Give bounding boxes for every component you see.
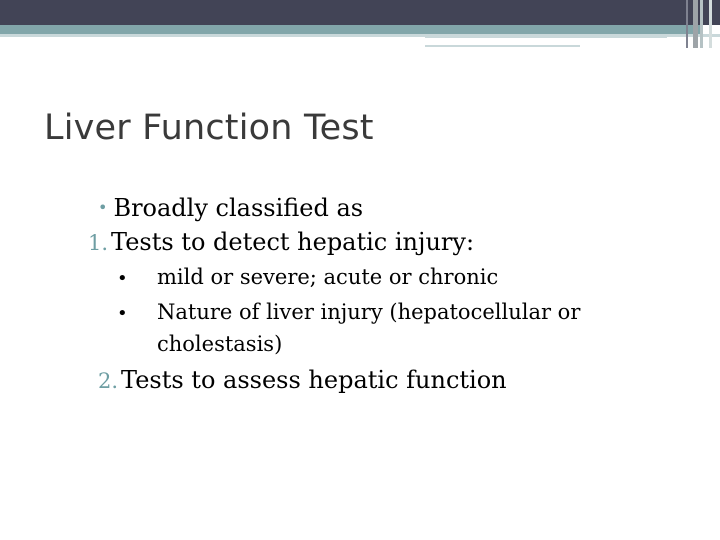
numbered-text: Tests to assess hepatic function bbox=[121, 366, 507, 394]
numbered-text: Tests to detect hepatic injury: bbox=[111, 228, 475, 256]
sub-bullet-text-continued: cholestasis) bbox=[157, 332, 283, 356]
header-thin-line bbox=[425, 37, 667, 38]
header-right-stripe bbox=[686, 0, 688, 48]
header-accent-stripe bbox=[0, 25, 700, 34]
sub-bullet-marker: • bbox=[117, 268, 128, 289]
bullet-item bbox=[98, 194, 363, 222]
numbered-item bbox=[88, 228, 474, 256]
sub-bullet-text: mild or severe; acute or chronic bbox=[157, 265, 499, 289]
bullet-marker: • bbox=[98, 198, 108, 217]
sub-bullet-text: Nature of liver injury (hepatocellular or bbox=[157, 300, 581, 324]
header-thin-line bbox=[425, 45, 580, 47]
header-right-stripe bbox=[693, 0, 698, 48]
header-right-stripe bbox=[709, 0, 712, 48]
number-marker: 2. bbox=[98, 369, 119, 393]
slide-title: Liver Function Test bbox=[44, 108, 374, 148]
sub-bullet-marker: • bbox=[117, 303, 128, 324]
header-bar bbox=[0, 0, 720, 25]
header-right-stripe bbox=[700, 0, 703, 48]
number-marker: 1. bbox=[88, 231, 109, 255]
numbered-item bbox=[98, 366, 507, 394]
bullet-text: Broadly classified as bbox=[113, 194, 364, 222]
